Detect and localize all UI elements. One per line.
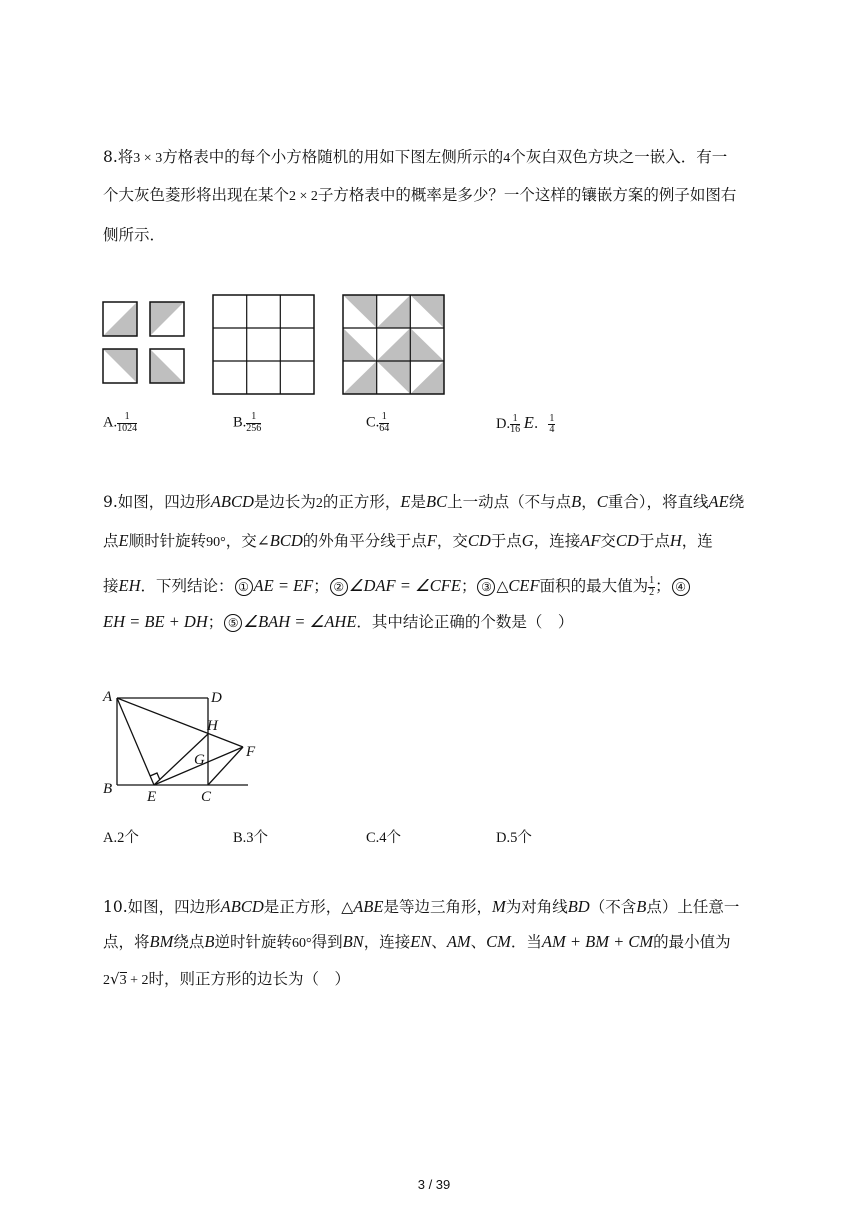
fraction: $\frac{1}{256}$ [246, 411, 262, 434]
q8-subgrid-size: 2 × 2 [289, 189, 318, 204]
q8-text: 方格表中的每个小方格随机的用如下图左侧所示的 [162, 148, 504, 166]
label-f: F [246, 744, 256, 760]
q9-option-d[interactable]: D.5个 [496, 830, 532, 846]
q8-line-3 [103, 228, 165, 244]
circled-number: ⑤ [224, 614, 242, 632]
q8-text: 侧所示． [103, 226, 166, 244]
q8-text: 个灰白双色方块之一嵌入．有一 [510, 148, 728, 166]
circled-number: ② [330, 578, 348, 596]
q9-line-3: 接EH．下列结论： ① AE = EF； ② ∠DAF = ∠CFE； ③ △CEF面积的最大值为 $\frac{1}{2}$ ； ④ [103, 576, 691, 598]
q8-count: 4 [503, 151, 511, 166]
q8-grid-size: 3 × 3 [133, 151, 163, 166]
q10-line-2: 点，将BM绕点B逆时针旋转60°得到BN，连接EN、AM、CM．当AM + BM + CM的最小值为 [103, 932, 731, 951]
circled-number: ④ [672, 578, 690, 596]
q9-line-4: EH = BE + DH； ⑤ ∠BAH = ∠AHE．其中结论正确的个数是（ ） [103, 612, 574, 631]
q8-text: 子方格表中的概率是多少？一个这样的镶嵌方案的例子如图右 [317, 186, 737, 204]
q10-line-3: 2√3 + 2时，则正方形的边长为（ ） [103, 970, 350, 988]
q10-line-1: 10.如图，四边形ABCD是正方形，△ABE是等边三角形，M为对角线BD（不含B点）上任意一 [103, 897, 740, 916]
label-g: G [194, 752, 205, 768]
q9-option-a[interactable]: A.2个 [103, 830, 139, 846]
q9-option-c[interactable]: C.4个 [366, 830, 402, 846]
q8-text: 个大灰色菱形将出现在某个 [103, 186, 290, 204]
page-number: 3 / 39 [417, 1177, 451, 1192]
label-h: H [207, 718, 218, 734]
tile-3 [103, 349, 137, 383]
label-c: C [201, 789, 212, 805]
q9-option-b[interactable]: B.3个 [233, 830, 269, 846]
tile-4 [150, 349, 184, 383]
tile-2 [150, 302, 184, 336]
sqrt-sign: √ [110, 970, 120, 988]
circled-number: ③ [477, 578, 495, 596]
label-e: E [147, 789, 157, 805]
q8-empty-grid [213, 295, 315, 395]
q9-geometry-figure [100, 686, 270, 806]
fraction: $\frac{1}{1024}$ [117, 411, 138, 434]
fraction: $\frac{1}{4}$ [549, 412, 555, 436]
q8-option-a[interactable]: A. $\frac{1}{1024}$ [103, 411, 138, 434]
q9-line-1: 9.如图，四边形ABCD是边长为2的正方形，E是BC上一动点（不与点B，C重合），将直线AE绕 [103, 492, 745, 511]
q8-option-b[interactable]: B. $\frac{1}{256}$ [233, 411, 262, 434]
q8-line-1 [103, 150, 727, 166]
q8-option-c[interactable]: C. $\frac{1}{64}$ [366, 411, 390, 434]
q8-tiles-figure [103, 302, 185, 384]
q8-example-grid [343, 295, 445, 395]
label-a: A [103, 689, 113, 705]
q8-option-d[interactable]: D. $\frac{1}{16}$ E． $\frac{1}{4}$ [496, 412, 555, 436]
q9-line-2: 点E顺时针旋转90°，交∠BCD的外角平分线于点F，交CD于点G，连接AF交CD于点H，连 [103, 531, 713, 550]
tile-1 [103, 302, 137, 336]
fraction: $\frac{1}{16}$ [510, 412, 521, 436]
label-b: B [103, 781, 113, 797]
fraction: $\frac{1}{2}$ [649, 575, 655, 598]
label-d: D [211, 690, 222, 706]
q8-text: 8.将 [103, 148, 134, 166]
fraction: $\frac{1}{64}$ [379, 411, 390, 434]
q8-line-2 [103, 188, 736, 204]
circled-number: ① [235, 578, 253, 596]
